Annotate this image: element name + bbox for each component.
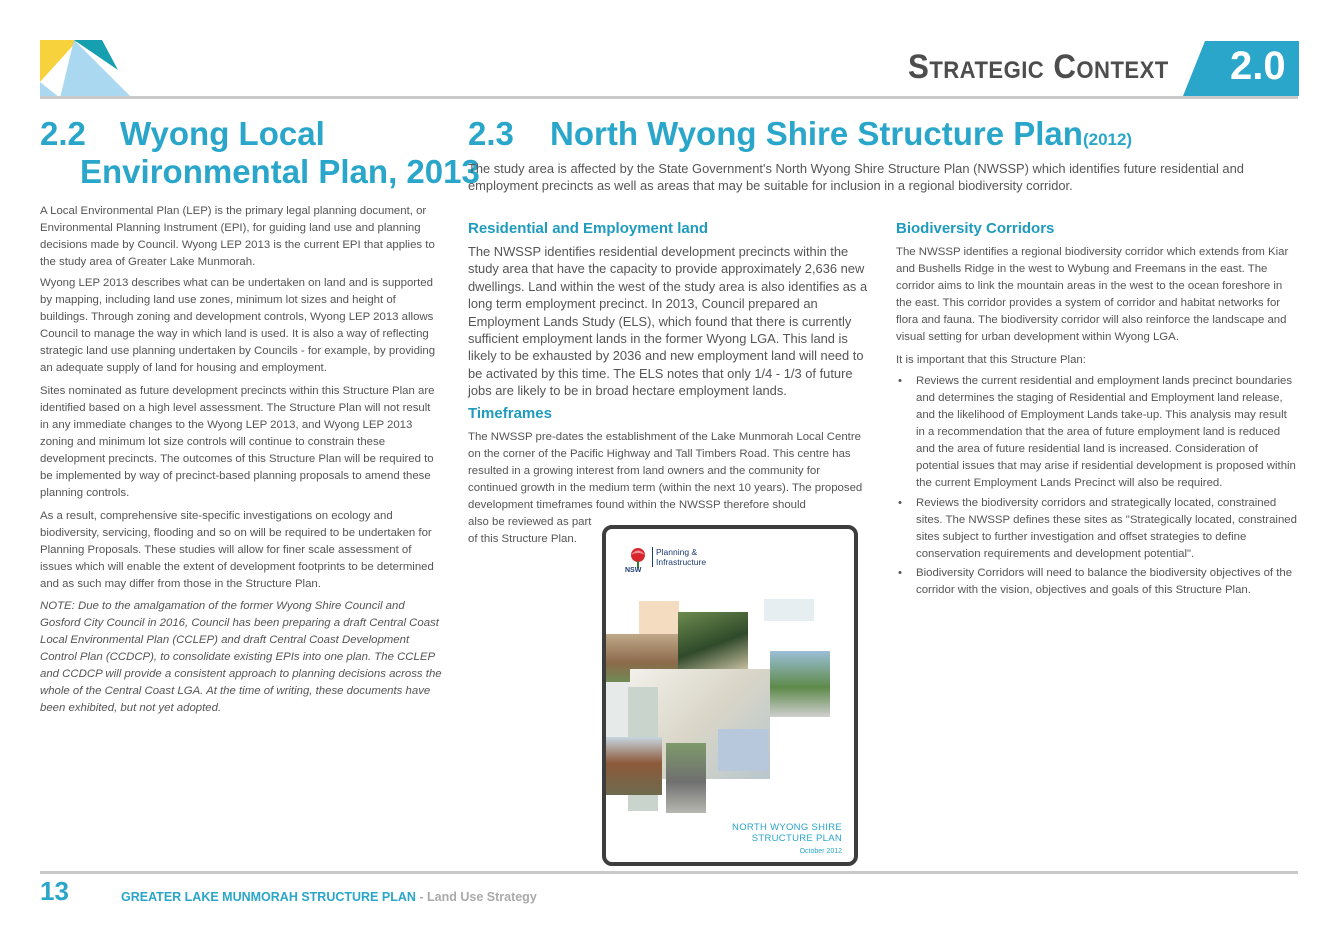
photo-brick-house (606, 737, 662, 795)
footer-document-title: GREATER LAKE MUNMORAH STRUCTURE PLAN - Land Use Strategy (121, 890, 537, 904)
lep-paragraph-1: A Local Environmental Plan (LEP) is the primary legal planning document, or Environmental Planning Instrument (EPI), for guiding land use and planning decisions made by Council. Wyong LEP 2013 is the current EPI that applies to the study area of Greater Lake Munmorah. (40, 205, 435, 268)
section-title: Strategic Context (908, 48, 1169, 86)
list-item: • Reviews the biodiversity corridors and strategically located, constrained sites. The NWSSP defines these sites as "Strategically located, constrained sites subject to further investigation and offset strategies to define conservation requirements and development potential". (898, 496, 1297, 560)
collage-tile (718, 729, 768, 771)
cover-date: October 2012 (799, 848, 842, 855)
list-item: • Reviews the current residential and employment lands precinct boundaries and determines the staging of Residential and Employment land release, and the likelihood of Employment Lands take-up. This analysis may result in a recommendation that the area of future employment land is reduced and the area of future residential land is increased. Consideration of potential issues that may arise if residential development is proposed within the current Employment Lands Precinct will also be required. (898, 375, 1296, 489)
photo-village (770, 651, 830, 717)
heading-line-1: Wyong Local (120, 115, 325, 152)
biodiversity-paragraph: The NWSSP identifies a regional biodiversity corridor which extends from Kiar and Bushells Ridge in the west to Wybung and Freemans in the east. The corridor aims to link the mountain areas in the west to the ocean foreshore in the east. This corridor provides a system of corridor and habitat networks for flora and fauna. The biodiversity corridor will also reinforce the landscape and visual setting for urban development within Wyong LGA. (896, 246, 1289, 343)
heading-number: 2.3 (468, 115, 514, 152)
cover-title: NORTH WYONG SHIRE STRUCTURE PLAN (732, 822, 842, 844)
nwssp-intro: The study area is affected by the State Government's North Wyong Shire Structure Plan (NWSSP) which identifies future residential and employment precincts as well as areas that may be suitable for inclusion in a regional biodiversity corridor. (468, 161, 1244, 194)
waratah-icon (626, 545, 650, 569)
timeframes-paragraph: The NWSSP pre-dates the establishment of the Lake Munmorah Local Centre on the corner of the Pacific Highway and Tall Timbers Road. This centre has resulted in a growing interest from land owners and the community for continued growth in the medium term (within the next 10 years). The proposed development timeframes found within the NWSSP therefore should (468, 431, 863, 511)
section-number: 2.0 (1230, 44, 1286, 88)
collage-tile (639, 601, 679, 637)
timeframes-paragraph-tail-1: also be reviewed as part (468, 516, 592, 528)
nwssp-cover-image (602, 525, 858, 866)
list-item: • Biodiversity Corridors will need to balance the biodiversity objectives of the corridor with the vision, objectives and goals of this Structure Plan. (898, 567, 1293, 597)
photo-bushland (678, 612, 748, 670)
brand-logo-icon (40, 40, 132, 98)
lep-paragraph-2: Wyong LEP 2013 describes what can be undertaken on land and is supported by mapping, including land use zones, minimum lot sizes and height of buildings. Through zoning and development controls, Wyong LEP 2013 allows Council to manage the way in which land is used. It is also a way of reflecting strategic land use planning undertaken by Councils - for example, by providing an adequate supply of land for housing and employment. (40, 277, 436, 374)
timeframes-paragraph-tail-2: of this Structure Plan. (468, 533, 577, 545)
timeframes-heading: Timeframes (468, 405, 552, 422)
heading-main: North Wyong Shire Structure Plan (550, 115, 1083, 152)
lep-note: NOTE: Due to the amalgamation of the former Wyong Shire Council and Gosford City Council in 2016, Council has been preparing a draft Central Coast Local Environmental Plan (CCLEP) and draft Central Coast Development Control Plan (CCDCP), to consolidate existing EPIs into one plan. The CCLEP and CCDCP will provide a consistent approach to planning decisions across the whole of the Central Coast LGA. At the time of writing, these documents have been exhibited, but not yet adopted. (40, 600, 442, 714)
footer-subtitle: - Land Use Strategy (415, 890, 537, 904)
biodiversity-heading: Biodiversity Corridors (896, 220, 1055, 237)
photo-road (666, 743, 706, 813)
page-number: 13 (40, 876, 69, 906)
lep-paragraph-3: Sites nominated as future development precincts within this Structure Plan are identified based on a high level assessment. The Structure Plan will not result in any immediate changes to the Wyong LEP 2013, and Wyong LEP 2013 zoning and minimum lot size controls will continue to constrain these development precincts. The outcomes of this Structure Plan will be required to be implemented by way of precinct-based planning proposals to amend these planning controls. (40, 385, 435, 499)
department-name: Planning & Infrastructure (656, 547, 707, 567)
heading-line-2: Environmental Plan, 2013 (80, 153, 480, 190)
residential-paragraph: The NWSSP identifies residential development precincts within the study area that have the capacity to provide approximately 2,636 new dwellings. Land within the west of the study area is also identifies as a long term employment precinct. In 2013, Council prepared an Employment Lands Study (ELS), which found that there is currently sufficient employment lands in the former Wyong LGA. This land is likely to be exhausted by 2036 and new employment land will need to be activated by this time. The ELS notes that only 1/4 - 1/3 of future jobs are likely to be in broad hectare employment lands. (468, 244, 868, 399)
collage-tile (606, 682, 630, 737)
heading-2-2 (40, 116, 325, 152)
heading-2-3 (468, 116, 1132, 158)
lep-paragraph-4: As a result, comprehensive site-specific investigations on ecology and biodiversity, servicing, flooding and so on will be required to be undertaken for Planning Proposals. These studies will allow for finer scale assessment of issues which will enable the extent of development footprints to be determined and as such may differ from those in the Structure Plan. (40, 510, 434, 590)
heading-suffix: (2012) (1082, 130, 1133, 149)
header-divider (40, 96, 1298, 99)
biodiversity-lead: It is important that this Structure Plan: (896, 354, 1086, 366)
footer-divider (40, 871, 1298, 874)
biodiversity-list (896, 373, 1298, 602)
nsw-label: NSW (625, 567, 642, 574)
logo-divider (652, 547, 653, 567)
heading-number: 2.2 (40, 115, 86, 152)
residential-heading: Residential and Employment land (468, 220, 709, 237)
collage-tile (764, 599, 814, 621)
